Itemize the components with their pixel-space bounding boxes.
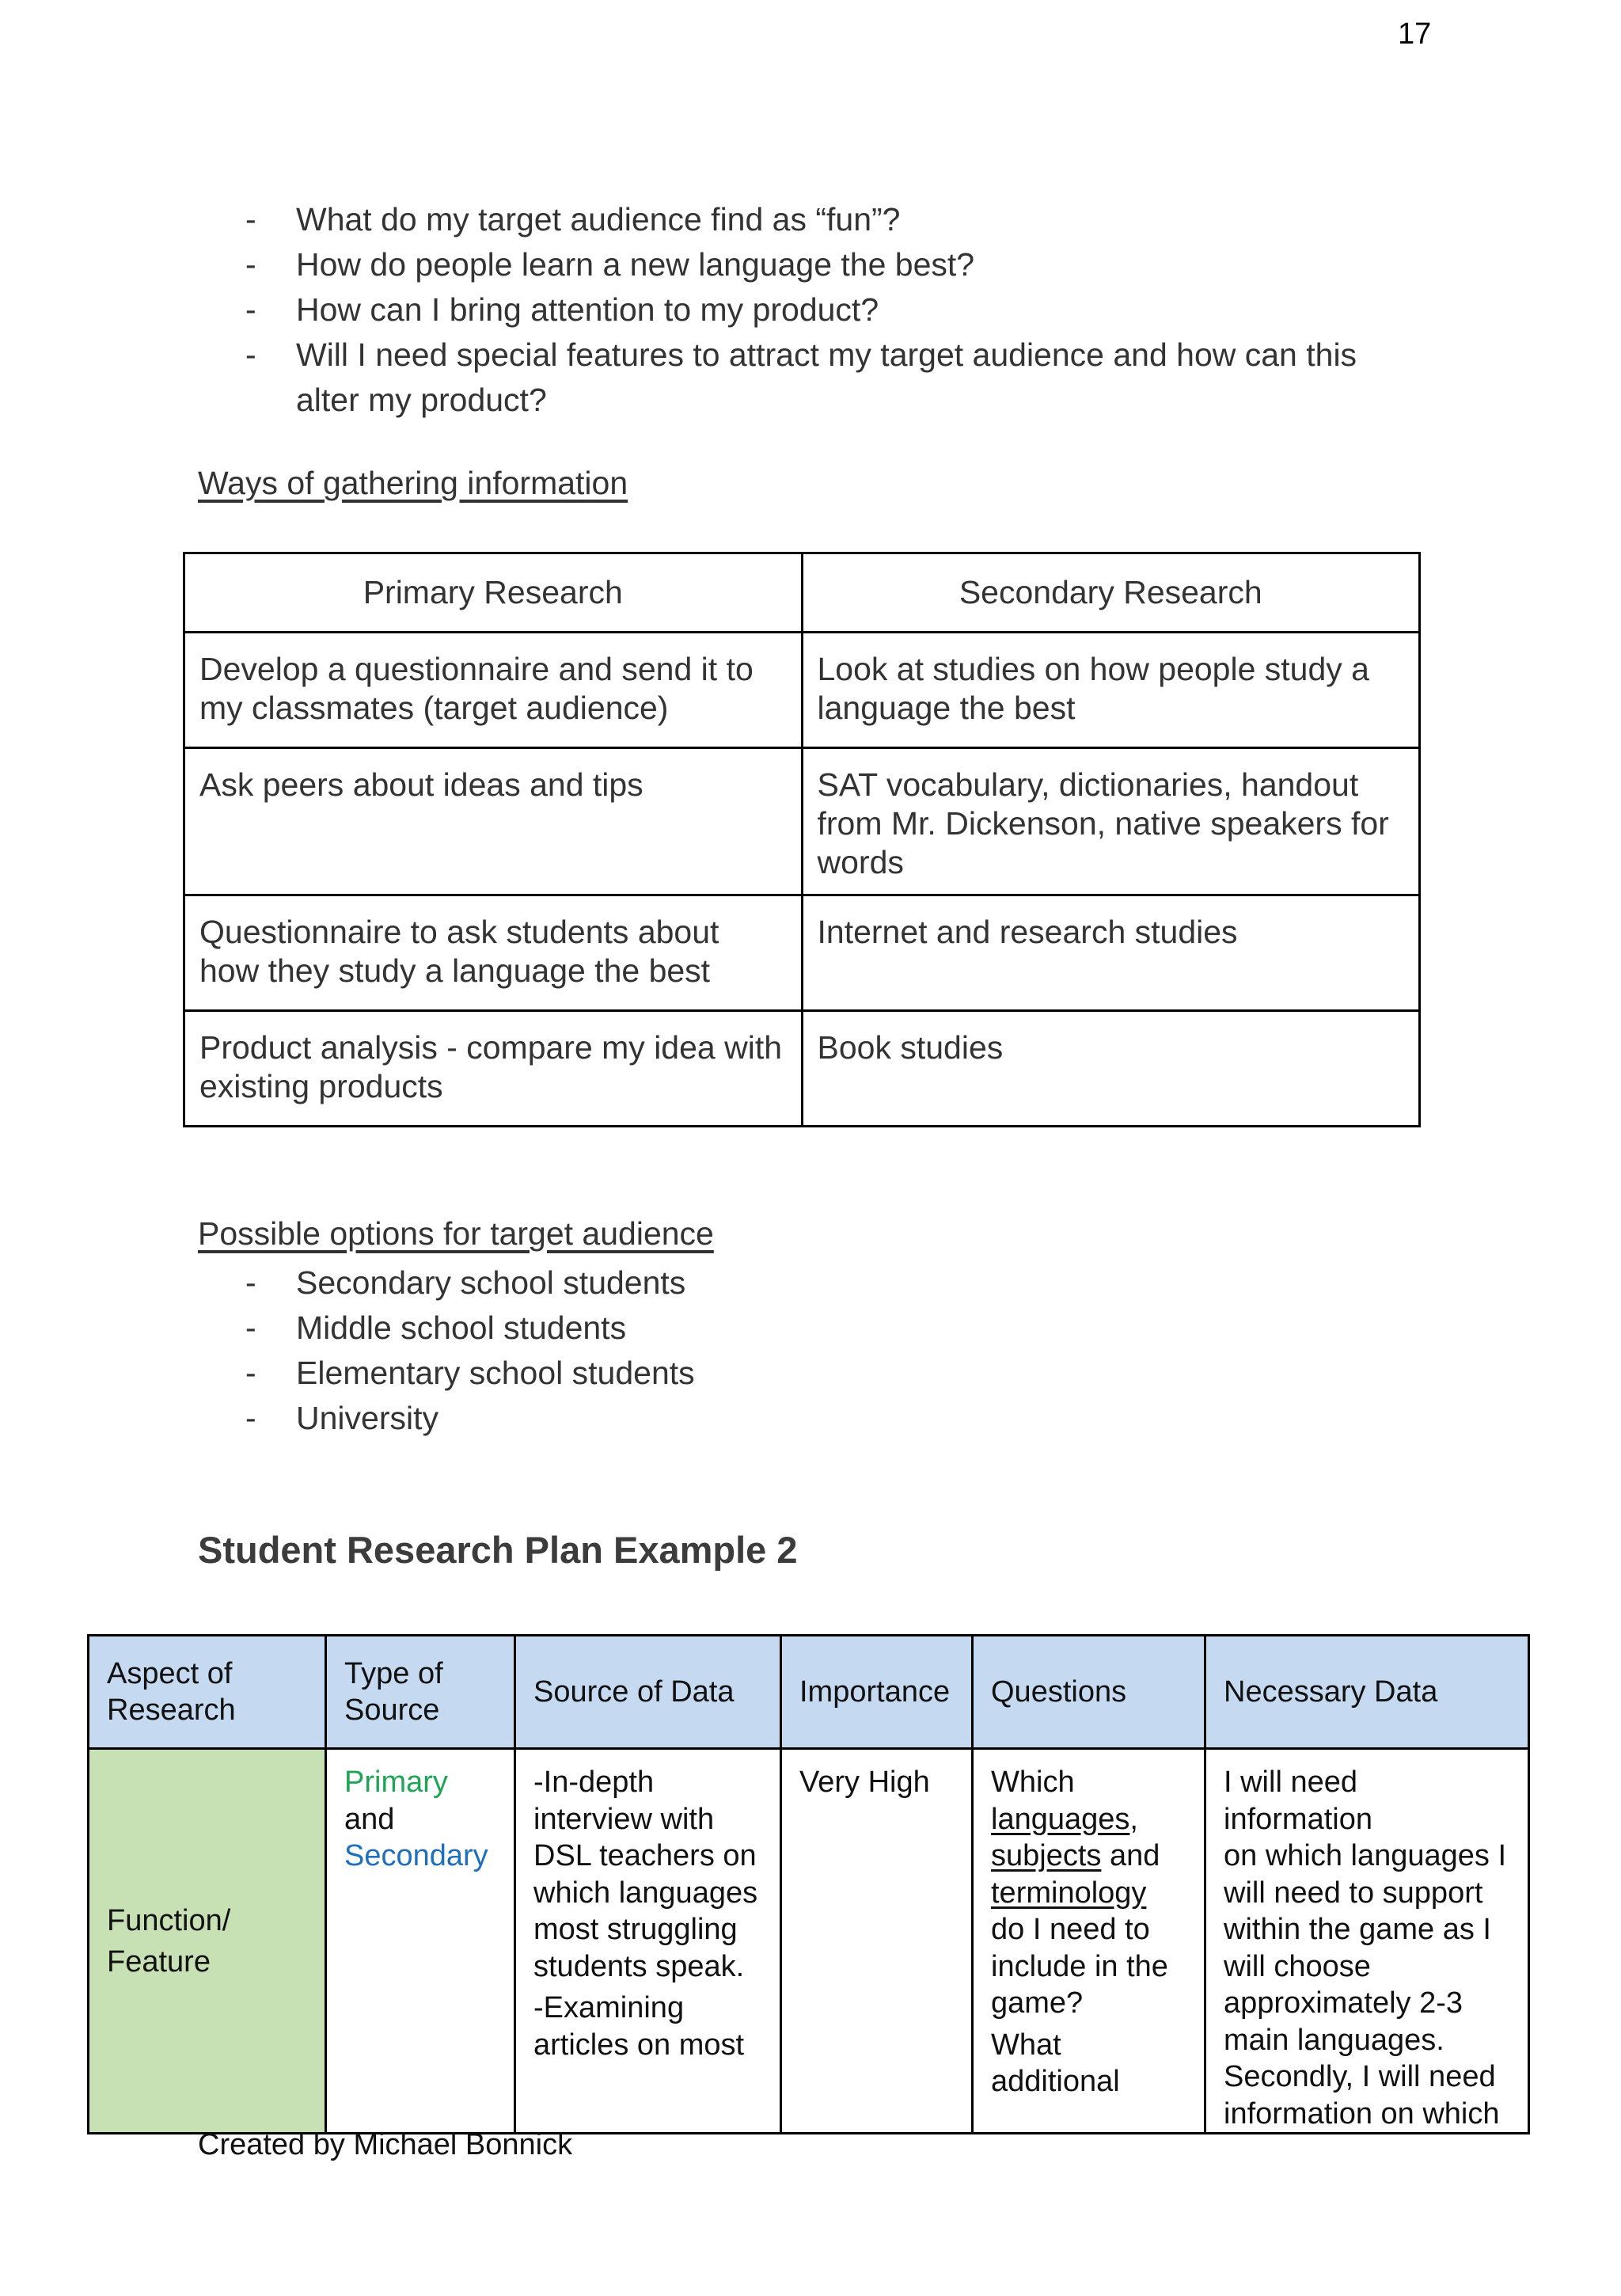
necessary-data-cell: I will need information on which languages I will need to support within the game as I will choose approximately 2-3 main languages. Secondly, I will need information on which bbox=[1205, 1749, 1529, 2134]
gathering-heading: Ways of gathering information bbox=[198, 465, 628, 501]
header-type: Type of Source bbox=[326, 1636, 515, 1749]
table-header-row bbox=[89, 1636, 1529, 1749]
table-cell: Internet and research studies bbox=[802, 895, 1420, 1011]
list-item: - University bbox=[245, 1400, 438, 1436]
header-aspect: Aspect of Research bbox=[89, 1636, 326, 1749]
table-row bbox=[184, 748, 1420, 895]
type-cell: Primary and Secondary bbox=[326, 1749, 515, 2134]
gathering-table bbox=[183, 552, 1421, 1127]
research-plan-table bbox=[87, 1634, 1530, 2134]
source-cell: -In-depth interview with DSL teachers on which languages most struggling students speak. -Examining articles on most bbox=[515, 1749, 781, 2134]
list-item: - Middle school students bbox=[245, 1310, 627, 1346]
page-number: 17 bbox=[1398, 17, 1432, 51]
table-cell: Develop a questionnaire and send it to my classmates (target audience) bbox=[184, 633, 803, 748]
table-row bbox=[184, 633, 1420, 748]
list-item: - How can I bring attention to my product? bbox=[245, 291, 879, 328]
list-item: - Secondary school students bbox=[245, 1264, 686, 1301]
audience-list bbox=[198, 1260, 1401, 1441]
questions-cell: Which languages, subjects and terminology do I need to include in the game? What additional bbox=[973, 1749, 1205, 2134]
list-item: - How do people learn a new language the best? bbox=[245, 246, 975, 283]
header-questions: Questions bbox=[973, 1636, 1205, 1749]
header-source: Source of Data bbox=[515, 1636, 781, 1749]
footer-credit: Created by Michael Bonnick bbox=[198, 2128, 573, 2161]
research-questions-list bbox=[198, 197, 1401, 423]
table-cell: SAT vocabulary, dictionaries, handout from Mr. Dickenson, native speakers for words bbox=[802, 748, 1420, 895]
table-row bbox=[89, 1749, 1529, 2134]
table-cell: Questionnaire to ask students about how they study a language the best bbox=[184, 895, 803, 1011]
secondary-label: Secondary bbox=[344, 1839, 488, 1872]
list-item: - What do my target audience find as “fun”? bbox=[245, 201, 901, 238]
header-primary-research: Primary Research bbox=[184, 553, 803, 633]
table-cell: Book studies bbox=[802, 1011, 1420, 1127]
plan-title: Student Research Plan Example 2 bbox=[198, 1529, 798, 1571]
header-importance: Importance bbox=[781, 1636, 973, 1749]
table-header-row bbox=[184, 553, 1420, 633]
table-row bbox=[184, 1011, 1420, 1127]
header-secondary-research: Secondary Research bbox=[802, 553, 1420, 633]
table-row bbox=[184, 895, 1420, 1011]
list-item: - Will I need special features to attract my target audience and how can this alter my product? bbox=[245, 336, 1357, 418]
audience-heading: Possible options for target audience bbox=[198, 1215, 714, 1252]
table-cell: Product analysis - compare my idea with existing products bbox=[184, 1011, 803, 1127]
importance-cell: Very High bbox=[781, 1749, 973, 2134]
header-necessary-data: Necessary Data bbox=[1205, 1636, 1529, 1749]
primary-label: Primary bbox=[344, 1766, 448, 1799]
aspect-cell: Function/ Feature bbox=[89, 1749, 326, 2134]
list-item: - Elementary school students bbox=[245, 1355, 695, 1391]
table-cell: Ask peers about ideas and tips bbox=[184, 748, 803, 895]
table-cell: Look at studies on how people study a language the best bbox=[802, 633, 1420, 748]
